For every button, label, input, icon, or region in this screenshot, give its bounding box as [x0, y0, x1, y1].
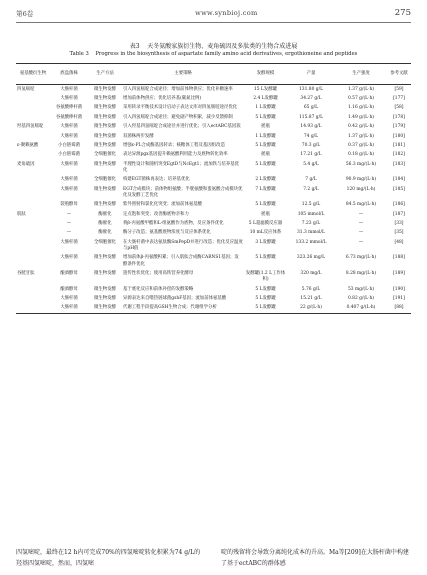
table-row [16, 285, 411, 294]
cell-titer: 34.27 g/L [300, 95, 322, 101]
col-chassis: 底盘菌株 [50, 64, 88, 85]
cell-method: 微生物发酵 [94, 186, 116, 192]
table-row [16, 176, 411, 185]
cell-scale: 5 L发酵罐 [255, 296, 276, 302]
cell-method: 微生物发酵 [94, 114, 116, 120]
cell-derivative: 谷胱甘肽 [17, 271, 35, 277]
cell-reference[interactable]: [191] [393, 296, 405, 302]
table-container [16, 63, 411, 314]
cell-chassis: 大肠杆菌 [60, 161, 78, 167]
cell-scale: 发酵罐(1.2 L工作体积) [245, 271, 286, 283]
cell-chassis: 大肠杆菌 [60, 186, 78, 192]
table-row [16, 141, 411, 150]
cell-derivative [16, 176, 50, 185]
cell-strategy: 紫外照射和氯化化突变；流加前体氨基酸 [123, 202, 203, 208]
table-caption-zh [0, 41, 427, 50]
cell-chassis: 酿酒酵母 [60, 286, 78, 292]
table-header [16, 64, 411, 85]
cell-method: 微生物发酵 [94, 124, 116, 130]
cell-derivative [16, 304, 50, 314]
cell-method: 微生物发酵 [94, 142, 116, 148]
cell-scale: 2.4 L发酵罐 [253, 95, 278, 101]
cell-derivative [16, 219, 50, 228]
col-strategy: 主要策略 [122, 64, 244, 85]
cell-strategy: 增加前体物供应；优化培养基(碳氮比例) [123, 95, 202, 101]
cell-derivative [16, 238, 50, 254]
col-reference: 参考文献 [387, 64, 411, 85]
table-row [16, 294, 411, 303]
cell-reference[interactable]: [88] [387, 304, 411, 314]
cell-titer: 22 g/(L·h) [287, 304, 335, 314]
cell-method: 微生物发酵 [94, 286, 116, 292]
cell-method: 酶催化 [98, 221, 112, 227]
cell-scale: 5 L发酵罐 [244, 304, 287, 314]
cell-derivative [16, 151, 50, 160]
cell-scale: 15 L发酵罐 [253, 86, 278, 92]
cell-productivity: 1.37 g/(L·h) [347, 133, 375, 139]
cell-titer: 133.2 mmol/L [295, 239, 327, 245]
cell-chassis: 大肠杆菌 [60, 86, 78, 92]
body-text-right: 啶的残留将会导致分离纯化成本的升高。Ma等[209]在大肠杆菌中构建了基于ectABC的群体感 [221, 549, 409, 567]
cell-reference[interactable]: [189] [393, 271, 405, 277]
cell-chassis: 酿酒酵母 [60, 271, 78, 277]
cell-chassis: 谷氨酸棒杆菌 [55, 105, 83, 111]
cell-productivity: 0.37 g/(L·h) [347, 142, 375, 148]
cell-reference[interactable]: [180] [393, 133, 405, 139]
cell-scale: 5 L发酵罐 [255, 202, 276, 208]
cell-derivative [16, 132, 50, 141]
cell-scale: 5 L发酵罐 [255, 161, 276, 167]
cell-method: 微生物发酵 [94, 133, 116, 139]
cell-chassis: 大肠杆菌 [60, 95, 78, 101]
header-rule [16, 22, 411, 23]
cell-titer: 115.87 g/L [299, 114, 323, 120]
cell-strategy: 构建EGT菌株再表达；培养基优化 [123, 177, 190, 183]
table-body [16, 85, 411, 314]
cell-method: 微生物发酵 [94, 296, 116, 302]
cell-chassis: 小白链霉菌 [58, 142, 80, 148]
cell-reference[interactable]: [178] [393, 114, 405, 120]
cell-reference[interactable]: [187] [393, 211, 405, 217]
cell-titer: 131.80 g/L [299, 86, 323, 92]
table-caption-en [0, 51, 427, 57]
cell-strategy: 基于底化反应和前体补偿的发酵策略 [123, 286, 194, 292]
table-row [16, 201, 411, 210]
table-row [16, 269, 411, 285]
cell-titer: 17.21 g/L [300, 152, 322, 158]
cell-scale: 7 L发酵罐 [255, 186, 276, 192]
cell-scale: 5 L发酵罐 [255, 286, 276, 292]
cell-productivity: 1.37 g/(L·h) [347, 86, 375, 92]
cell-scale: 1 L发酵罐 [255, 105, 276, 111]
cell-strategy: 引入四氢嘧啶合成途径；避免副产物积累，减少反馈抑制 [123, 114, 233, 120]
cell-scale: 5 L发酵罐 [255, 255, 276, 261]
cell-chassis: 裂殖酵母 [60, 202, 78, 208]
cell-reference[interactable]: [179] [393, 124, 405, 130]
body-text-left: 四氢嘧啶，最终在12 h内可完成70%的四氢嘧啶转化积累为74 g/L的羟基四氢嘧啶，然而，四氢嘧 [16, 549, 201, 567]
cell-titer: 320 mg/L [300, 271, 322, 277]
cell-derivative [16, 254, 50, 270]
derivatives-table [16, 63, 411, 314]
cell-strategy: 在大肠杆菌中表达氨肽酶SmPepD并进行改造；优化反应温度与pH值 [123, 239, 243, 252]
cell-reference[interactable]: [185] [393, 186, 405, 192]
col-method: 生产方法 [88, 64, 122, 85]
col-titer: 产量 [287, 64, 335, 85]
cell-strategy: 引入四氢嘧啶合成途径；增加前体物供应；优化补糖速率 [123, 86, 233, 92]
table-row [16, 85, 411, 95]
table-row [16, 160, 411, 176]
cell-strategy: 增加前体β-丙氨酸积累；引入肌肽合成酶CARNS1基因；发酵条件优化 [123, 255, 239, 267]
cell-scale: 摇瓶 [261, 124, 270, 130]
cell-reference[interactable]: [33] [394, 221, 404, 227]
cell-strategy: 异源表达来自嗜热链球菌gshF基因；流加前体氨基酸 [123, 296, 227, 302]
cell-productivity: 56.3 mg/(L·h) [345, 161, 377, 167]
journal-issue: 第6卷 [16, 10, 34, 18]
cell-reference[interactable]: [182] [393, 152, 405, 158]
cell-method: 全细胞催化 [94, 239, 116, 245]
cell-strategy: 将β-丙氨酸甲酯和L-组氨酸作为底物，反应条件优化 [123, 221, 224, 227]
cell-chassis: 谷氨酸棒杆菌 [55, 114, 83, 120]
cell-derivative [16, 229, 50, 238]
cell-derivative [16, 113, 50, 122]
cell-reference[interactable]: [48] [394, 239, 404, 245]
col-scale: 发酵规模 [244, 64, 287, 85]
cell-strategy: 遗传性状优化；使用高铁营养化酵母 [123, 271, 194, 277]
cell-productivity: 1.16 g/(L·h) [347, 105, 375, 111]
cell-strategy: 引入羟基四氢嘧啶合成途径并进行优化；引入ectABC基因簇 [123, 124, 241, 130]
cell-productivity: — [358, 211, 364, 217]
table-row [16, 219, 411, 228]
cell-chassis: 大肠杆菌 [50, 304, 88, 314]
cell-derivative [16, 201, 50, 210]
table-row [16, 94, 411, 103]
cell-chassis: 小白链霉菌 [58, 152, 80, 158]
cell-chassis: 大肠杆菌 [60, 255, 78, 261]
table-row [16, 113, 411, 122]
table-row [16, 238, 411, 254]
cell-chassis: 大肠杆菌 [60, 133, 78, 139]
cell-productivity: 53 mg/(L·h) [347, 286, 374, 292]
journal-website[interactable]: www.synbioj.com [195, 9, 258, 17]
cell-titer: 14.93 g/L [300, 124, 322, 130]
cell-titer: 70.3 g/L [301, 142, 321, 148]
cell-reference[interactable]: [181] [393, 142, 405, 148]
cell-derivative [16, 94, 50, 103]
cell-productivity: 0.82 g/(L·h) [347, 296, 375, 302]
cell-titer: 105 mmol/L [297, 211, 325, 217]
cell-productivity: — [358, 239, 364, 245]
cell-chassis: 大肠杆菌 [60, 239, 78, 245]
cell-method: 微生物发酵 [94, 271, 116, 277]
cell-derivative: 羟基四氢嘧啶 [17, 124, 44, 130]
cell-scale: 5 L超滤膜反应器 [248, 221, 283, 227]
table-title-en: Progress in the biosynthesis of aspartate family amino acid derivatives, ergothioneine and peptides [95, 51, 358, 57]
cell-method: 全细胞催化 [94, 177, 116, 183]
cell-method: 微生物发酵 [94, 255, 116, 261]
cell-method: 微生物发酵 [94, 161, 116, 167]
cell-derivative [16, 104, 50, 113]
table-label-en: Table 3 [69, 51, 89, 57]
cell-productivity: 0.57 g/(L·h) [347, 95, 375, 101]
table-row [16, 104, 411, 113]
cell-titer: 7 g/L [305, 177, 317, 183]
cell-scale: 5 L发酵罐 [255, 142, 276, 148]
cell-derivative [16, 294, 50, 303]
cell-chassis: — [66, 211, 72, 217]
cell-productivity: 84.5 mg/(L·h) [345, 202, 377, 208]
table-label-zh: 表3 [129, 43, 140, 50]
table-row [16, 185, 411, 201]
cell-scale: 10 mL反应体系 [249, 230, 282, 236]
cell-method: 微生物发酵 [94, 86, 116, 92]
table-row [16, 304, 411, 314]
cell-productivity: 120 mg/(L·h) [346, 186, 376, 192]
cell-derivative [16, 285, 50, 294]
cell-derivative: 肌肽 [17, 211, 26, 217]
col-productivity: 生产强度 [335, 64, 387, 85]
table-row [16, 151, 411, 160]
cell-strategy: 定点饱和突变；改善酶底物亲和力 [123, 211, 189, 217]
cell-reference[interactable]: [58] [394, 105, 404, 111]
cell-reference[interactable]: [35] [394, 230, 404, 236]
table-row [16, 254, 411, 270]
cell-strategy: 增强ε-PL合成酶基因转录；核糖体工程及基因组改造 [123, 142, 225, 148]
cell-titer: 31.3 mmol/L [297, 230, 325, 236]
cell-reference[interactable]: [59] [394, 86, 404, 92]
table-row [16, 123, 411, 132]
cell-chassis: 大肠杆菌 [60, 296, 78, 302]
cell-productivity: — [358, 230, 364, 236]
cell-productivity: — [358, 221, 364, 227]
cell-reference[interactable]: [186] [393, 202, 405, 208]
cell-method: 微生物发酵 [94, 95, 116, 101]
cell-derivative: 麦角硫因 [17, 161, 35, 167]
table-row [16, 210, 411, 219]
cell-titer: 65 g/L [303, 105, 319, 111]
cell-chassis: — [66, 221, 72, 227]
cell-scale: 摇瓶 [261, 211, 270, 217]
cell-method: 全细胞催化 [94, 152, 116, 158]
cell-productivity: 0.18 g/(L·h) [347, 152, 375, 158]
cell-titer: 12.5 g/L [301, 202, 321, 208]
cell-strategy: 采用转录平衡技术设计启动子表达文库对四氢嘧啶途径优化 [123, 105, 238, 111]
col-derivative: 氨基酸衍生物 [16, 64, 50, 85]
cell-chassis: — [66, 230, 72, 236]
cell-chassis: 大肠杆菌 [60, 177, 78, 183]
cell-strategy: 代谢工程手段提高GSH生物合成；代谢组学分析 [122, 304, 244, 314]
cell-method: 酶催化 [98, 230, 112, 236]
cell-strategy: 半理性设计和随机突变EgtD与NcEgt1；流加铁与培养基优化 [123, 161, 239, 173]
cell-method: 微生物发酵 [94, 202, 116, 208]
cell-productivity: 1.49 g/(L·h) [347, 114, 375, 120]
cell-strategy: EGT合成模块；前体物组氨酸；半胱氨酸和蛋氨酸合成模块优化及发酵工艺优化 [123, 186, 243, 198]
cell-derivative [16, 185, 50, 201]
cell-strategy: 表达异源pgx基因提升赖氨酸利用能力及底物转化效率 [123, 152, 228, 158]
cell-titer: 323.26 mg/L [296, 255, 326, 261]
cell-titer: 74 g/L [303, 133, 319, 139]
cell-productivity: 6.73 mg/(L·h) [345, 255, 377, 261]
cell-titer: 5.4 g/L [303, 161, 319, 167]
cell-titer: 5.76 g/L [301, 286, 321, 292]
table-row [16, 132, 411, 141]
cell-titer: 15.21 g/L [300, 296, 322, 302]
cell-method: 微生物发酵 [88, 304, 122, 314]
table-row [16, 229, 411, 238]
cell-reference[interactable]: [190] [393, 286, 405, 292]
table-title-zh: 天冬氨酸家族衍生物、麦角硫因及多肽类的生物合成进展 [147, 43, 298, 50]
cell-scale: 摇瓶 [261, 152, 270, 158]
cell-scale: 5 L发酵罐 [255, 114, 276, 120]
cell-derivative: 四氢嘧啶 [17, 86, 35, 92]
cell-productivity: 8.28 mg/(L·h) [345, 271, 377, 277]
cell-titer: 7.2 g/L [303, 186, 319, 192]
cell-chassis: 大肠杆菌 [60, 124, 78, 130]
cell-productivity: 0.407 g/(L·h) [335, 304, 387, 314]
cell-strategy: 酶分子改造；氨基酸底物浓度与反应体系优化 [123, 230, 211, 236]
cell-scale: 3 L发酵罐 [255, 239, 276, 245]
page-number: 275 [394, 8, 411, 18]
cell-derivative: ε-聚赖氨酸 [17, 142, 39, 148]
cell-titer: 7.23 g/L [301, 221, 321, 227]
cell-reference[interactable]: [183] [393, 161, 405, 167]
cell-scale: 2 L发酵罐 [255, 177, 276, 183]
page-header [16, 6, 411, 20]
cell-method: 微生物发酵 [94, 105, 116, 111]
cell-reference[interactable]: [188] [393, 255, 405, 261]
cell-reference[interactable]: [177] [393, 95, 405, 101]
cell-reference[interactable]: [184] [393, 177, 405, 183]
cell-scale: 1 L发酵罐 [255, 133, 276, 139]
cell-productivity: 90.9 mg/(L·h) [345, 177, 377, 183]
cell-productivity: 0.42 g/(L·h) [347, 124, 375, 130]
cell-strategy: 双菌株两步发酵 [123, 133, 154, 139]
cell-method: 酶催化 [98, 211, 112, 217]
